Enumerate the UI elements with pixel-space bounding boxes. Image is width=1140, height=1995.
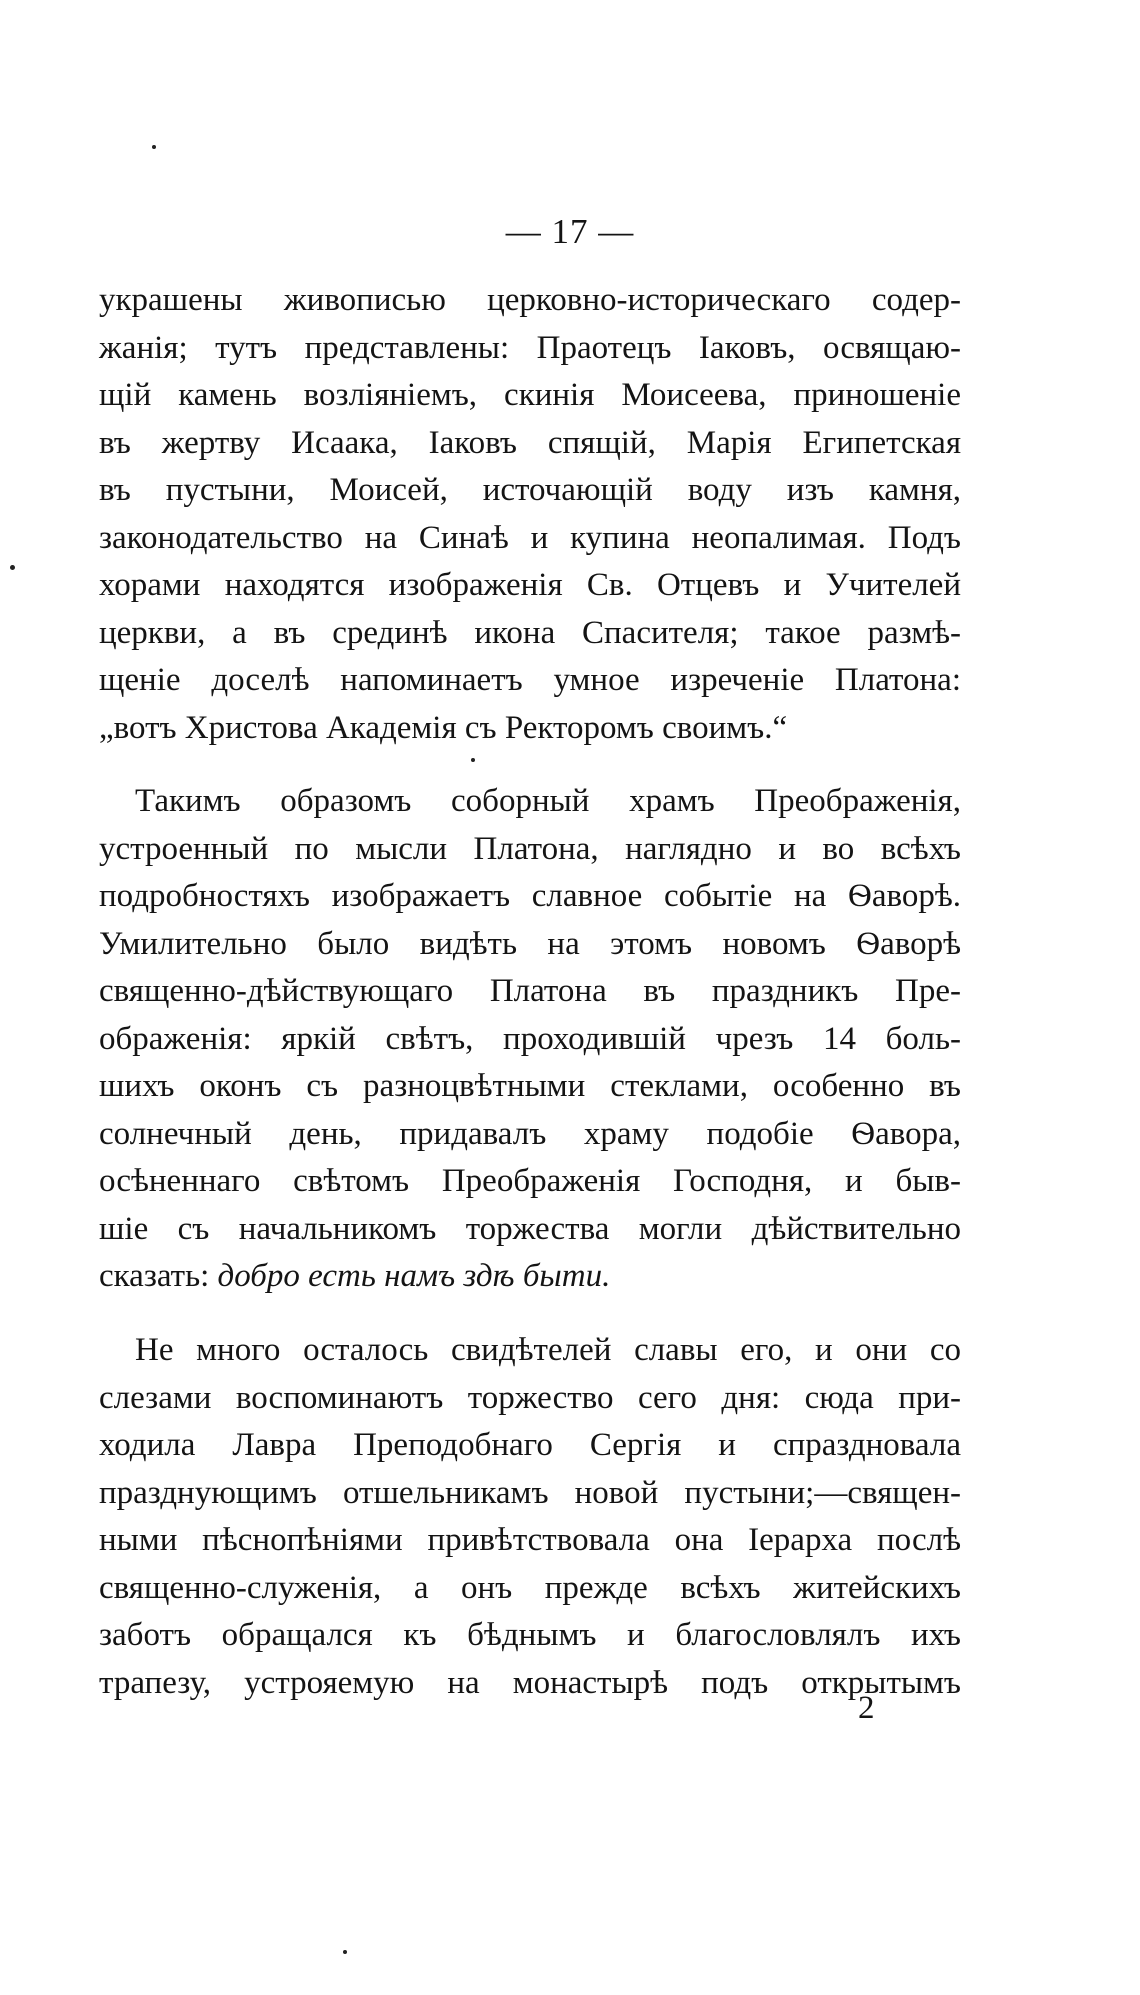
text-line: хорами находятся изображенія Св. Отцевъ и Учителей <box>99 567 961 603</box>
text-line: „вотъ Христова Академія съ Ректоромъ своимъ.“ <box>99 709 788 746</box>
scan-speck <box>471 758 475 762</box>
text-line: въ пустыни, Моисей, источающій воду изъ камня, <box>99 472 961 508</box>
text-line: слезами воспоминаютъ торжество сего дня: сюда при- <box>99 1379 961 1416</box>
text-line: украшены живописью церковно-историческаго содер- <box>99 282 961 318</box>
text-line: Умилительно было видѣть на этомъ новомъ Ѳаворѣ <box>99 925 961 962</box>
text-line: ображенія: яркій свѣтъ, проходившій чрезъ 14 боль- <box>99 1020 961 1057</box>
text-line: въ жертву Исаака, Іаковъ спящій, Марія Египетская <box>99 424 961 461</box>
text-line: Такимъ образомъ соборный храмъ Преображенія, <box>135 783 961 819</box>
text-line: празднующимъ отшельникамъ новой пустыни;—священ- <box>99 1474 961 1511</box>
paragraph-1 <box>99 277 961 752</box>
text-line: церкви, а въ срединѣ икона Спасителя; такое размѣ- <box>99 614 961 651</box>
text-line: ходила Лавра Преподобнаго Сергія и спраздновала <box>99 1427 961 1463</box>
paragraph-2 <box>99 778 961 1301</box>
scan-speck <box>152 145 156 149</box>
page-number: — 17 — <box>505 212 635 251</box>
text-line: шіе съ начальникомъ торжества могли дѣйствительно <box>99 1210 961 1247</box>
text-line: трапезу, устрояемую на монастырѣ подъ открытымъ <box>99 1664 961 1701</box>
text-line: щеніе доселѣ напоминаетъ умное изреченіе Платона: <box>99 662 961 698</box>
text-line: священно-дѣйствующаго Платона въ праздникъ Пре- <box>99 973 961 1009</box>
signature-mark: 2 <box>858 1690 875 1726</box>
text-line: законодательство на Синаѣ и купина неопалимая. Подъ <box>99 519 961 556</box>
paragraph-3 <box>99 1327 961 1707</box>
text-line <box>99 1253 961 1301</box>
text-line: шихъ оконъ съ разноцвѣтными стеклами, особенно въ <box>99 1068 961 1104</box>
text-line: щій камень возліяніемъ, скинія Моисеева, приношеніе <box>99 377 961 413</box>
scan-speck <box>10 565 15 570</box>
text-line: солнечный день, придавалъ храму подобіе Ѳавора, <box>99 1115 961 1152</box>
text-line-prefix: сказать: <box>99 1258 218 1294</box>
text-line: осѣненнаго свѣтомъ Преображенія Господня, и быв- <box>99 1163 961 1199</box>
text-line: ными пѣснопѣніями привѣтствовала она Іерарха послѣ <box>99 1522 961 1558</box>
scan-speck <box>343 1950 347 1954</box>
text-line: устроенный по мысли Платона, наглядно и во всѣхъ <box>99 830 961 867</box>
italic-quote: добро есть намъ здѣ быти. <box>217 1258 611 1294</box>
text-line: заботъ обращался къ бѣднымъ и благословлялъ ихъ <box>99 1617 961 1653</box>
text-line: священно-служенія, а онъ прежде всѣхъ житейскихъ <box>99 1569 961 1606</box>
text-line: Не много осталось свидѣтелей славы его, и они со <box>135 1332 961 1368</box>
text-line: подробностяхъ изображаетъ славное событіе на Ѳаворѣ. <box>99 878 961 914</box>
text-line: жанія; тутъ представлены: Праотецъ Іаковъ, освящаю- <box>99 329 961 366</box>
